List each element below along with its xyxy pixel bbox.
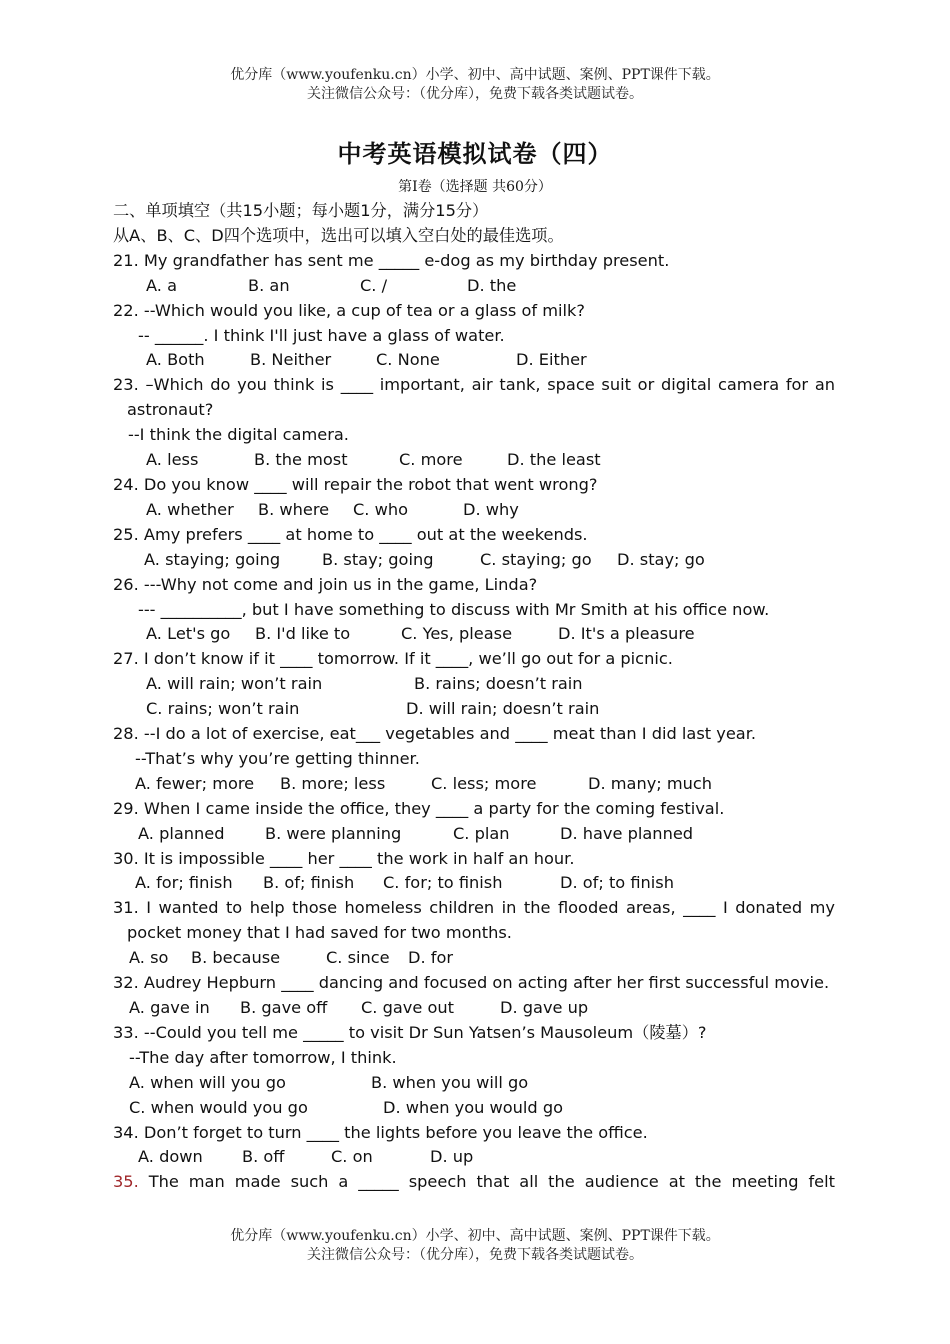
exam-title: 中考英语模拟试卷（四） (337, 140, 613, 168)
option-a[interactable]: A. fewer; more (135, 773, 255, 793)
question-stem: 29. When I came inside the office, they ____ a party for the coming festival. (113, 798, 725, 818)
page-footer (0, 1227, 950, 1265)
question-30 (113, 847, 835, 897)
question-stem (113, 1170, 835, 1195)
options-row (113, 772, 835, 797)
question-stem: 30. It is impossible ____ her ____ the work in half an hour. (113, 848, 575, 868)
option-a[interactable]: A. whether (146, 499, 234, 519)
option-a[interactable]: A. Let's go (146, 624, 231, 644)
option-c[interactable]: C. when would you go (129, 1097, 308, 1117)
option-b[interactable]: B. Neither (250, 350, 332, 370)
option-d[interactable]: D. stay; go (617, 549, 705, 569)
question-21 (113, 249, 835, 299)
option-c[interactable]: C. on (331, 1147, 373, 1167)
question-34 (113, 1121, 835, 1171)
option-a[interactable]: A. will rain; won’t rain (146, 674, 323, 694)
header-line-2: 关注微信公众号：（优分库），免费下载各类试题试卷。 (307, 86, 643, 102)
option-d[interactable]: D. have planned (560, 823, 694, 843)
exam-subtitle: 第Ⅰ卷（选择题 共60分） (398, 179, 552, 195)
question-stem: 21. My grandfather has sent me _____ e-dog as my birthday present. (113, 250, 670, 270)
option-a[interactable]: A. for; finish (135, 873, 233, 893)
option-c[interactable]: C. None (376, 350, 440, 370)
option-b[interactable]: B. I'd like to (255, 624, 351, 644)
option-b[interactable]: B. when you will go (371, 1072, 529, 1092)
options-row (113, 622, 835, 647)
question-stem: 27. I don’t know if it ____ tomorrow. If it ____, we’ll go out for a picnic. (113, 649, 673, 669)
options-row (113, 1096, 835, 1121)
option-c[interactable]: C. / (360, 275, 388, 295)
option-a[interactable]: A. down (138, 1147, 203, 1167)
option-d[interactable]: D. of; to finish (560, 873, 675, 893)
options-row (113, 697, 835, 722)
option-c[interactable]: C. more (399, 450, 463, 470)
option-a[interactable]: A. gave in (129, 998, 210, 1017)
option-c[interactable]: C. Yes, please (401, 624, 513, 644)
option-d[interactable]: D. will rain; doesn’t rain (406, 699, 600, 719)
section-instruction: 从A、B、C、D四个选项中，选出可以填入空白处的最佳选项。 (113, 225, 564, 245)
options-row (113, 548, 835, 573)
option-b[interactable]: B. off (242, 1147, 285, 1167)
option-b[interactable]: B. of; finish (263, 873, 355, 893)
options-row (113, 448, 835, 473)
question-31 (113, 896, 835, 971)
option-a[interactable]: A. less (146, 450, 199, 470)
question-23 (113, 373, 835, 473)
option-d[interactable]: D. many; much (588, 773, 713, 793)
option-a[interactable]: A. when will you go (129, 1072, 286, 1092)
question-stem: 24. Do you know ____ will repair the robot that went wrong? (113, 474, 598, 494)
options-row (113, 1071, 835, 1096)
option-b[interactable]: B. rains; doesn’t rain (414, 674, 583, 694)
question-reply: --That’s why you’re getting thinner. (135, 748, 420, 768)
option-a[interactable]: A. so (129, 948, 169, 968)
option-b[interactable]: B. more; less (280, 773, 386, 793)
footer-line-2: 关注微信公众号：（优分库），免费下载各类试题试卷。 (307, 1247, 643, 1263)
option-c[interactable]: C. staying; go (480, 549, 592, 569)
exam-body (113, 199, 835, 1195)
option-b[interactable]: B. gave off (240, 998, 328, 1017)
question-stem-text: The man made such a _____ speech that all the audience at the meeting felt (138, 1172, 835, 1192)
section-heading: 二、单项填空（共15小题；每小题1分，满分15分） (113, 201, 489, 220)
question-28 (113, 722, 835, 797)
option-d[interactable]: D. Either (516, 350, 587, 370)
question-26 (113, 573, 835, 648)
option-c[interactable]: C. for; to finish (383, 873, 503, 893)
option-c[interactable]: C. rains; won’t rain (146, 699, 300, 719)
option-a[interactable]: A. Both (146, 350, 205, 370)
option-c[interactable]: C. who (353, 499, 408, 519)
question-24 (113, 473, 835, 523)
option-a[interactable]: A. staying; going (144, 549, 281, 569)
question-reply: -- ______. I think I'll just have a glass of water. (138, 325, 505, 345)
question-stem: 28. --I do a lot of exercise, eat___ vegetables and ____ meat than I did last year. (113, 724, 757, 744)
footer-line-1: 优分库（www.youfenku.cn）小学、初中、高中试题、案例、PPT课件下载。 (230, 1228, 720, 1244)
option-d[interactable]: D. when you would go (383, 1097, 564, 1117)
question-stem: 34. Don’t forget to turn ____ the lights before you leave the office. (113, 1122, 648, 1142)
header-line-1: 优分库（www.youfenku.cn）小学、初中、高中试题、案例、PPT课件下载。 (230, 67, 720, 83)
option-d[interactable]: D. for (408, 948, 454, 968)
options-row (113, 348, 835, 373)
option-b[interactable]: B. were planning (265, 823, 402, 843)
question-22 (113, 299, 835, 374)
question-32 (113, 971, 835, 1021)
option-b[interactable]: B. an (248, 275, 290, 295)
question-29 (113, 797, 835, 847)
page-header (0, 66, 950, 104)
options-row (113, 946, 835, 971)
option-a[interactable]: A. a (146, 275, 177, 295)
options-row (113, 996, 835, 1021)
options-row (113, 274, 835, 299)
options-row (113, 1145, 835, 1170)
option-c[interactable]: C. since (326, 948, 390, 968)
options-row (113, 822, 835, 847)
question-25 (113, 523, 835, 573)
question-reply: --The day after tomorrow, I think. (129, 1047, 397, 1067)
question-stem: 26. ---Why not come and join us in the game, Linda? (113, 574, 538, 594)
question-reply: --- __________, but I have something to discuss with Mr Smith at his office now. (138, 599, 770, 619)
options-row (113, 871, 835, 896)
question-stem: 33. --Could you tell me _____ to visit Dr Sun Yatsen’s Mausoleum（陵墓）? (113, 1022, 707, 1042)
question-reply: --I think the digital camera. (128, 425, 349, 445)
options-row (113, 672, 835, 697)
option-d[interactable]: D. the least (507, 450, 601, 470)
option-d[interactable]: D. the (467, 275, 517, 295)
question-number: 35. (113, 1172, 139, 1192)
question-35 (113, 1170, 835, 1195)
option-d[interactable]: D. why (463, 499, 519, 519)
option-b[interactable]: B. because (191, 948, 281, 968)
option-b[interactable]: B. the most (254, 450, 348, 470)
option-c[interactable]: C. less; more (431, 773, 537, 793)
option-c[interactable]: C. plan (453, 823, 510, 843)
option-a[interactable]: A. planned (138, 823, 225, 843)
option-b[interactable]: B. stay; going (322, 549, 434, 569)
question-stem: 32. Audrey Hepburn ____ dancing and focused on acting after her first successful movie. (113, 973, 830, 993)
option-d[interactable]: D. gave up (500, 998, 589, 1017)
question-stem: 23. –Which do you think is ____ important, air tank, space suit or digital camera for an astronaut? (113, 375, 835, 420)
option-d[interactable]: D. It's a pleasure (558, 624, 695, 644)
option-d[interactable]: D. up (430, 1147, 474, 1167)
question-27 (113, 647, 835, 722)
options-row (113, 498, 835, 523)
question-33 (113, 1021, 835, 1121)
option-c[interactable]: C. gave out (361, 998, 454, 1017)
option-b[interactable]: B. where (258, 499, 330, 519)
question-stem: 25. Amy prefers ____ at home to ____ out at the weekends. (113, 524, 588, 544)
question-stem: 31. I wanted to help those homeless children in the flooded areas, ____ I donated my pocket money that I had saved for two months. (113, 898, 835, 943)
question-stem: 22. --Which would you like, a cup of tea or a glass of milk? (113, 300, 585, 320)
